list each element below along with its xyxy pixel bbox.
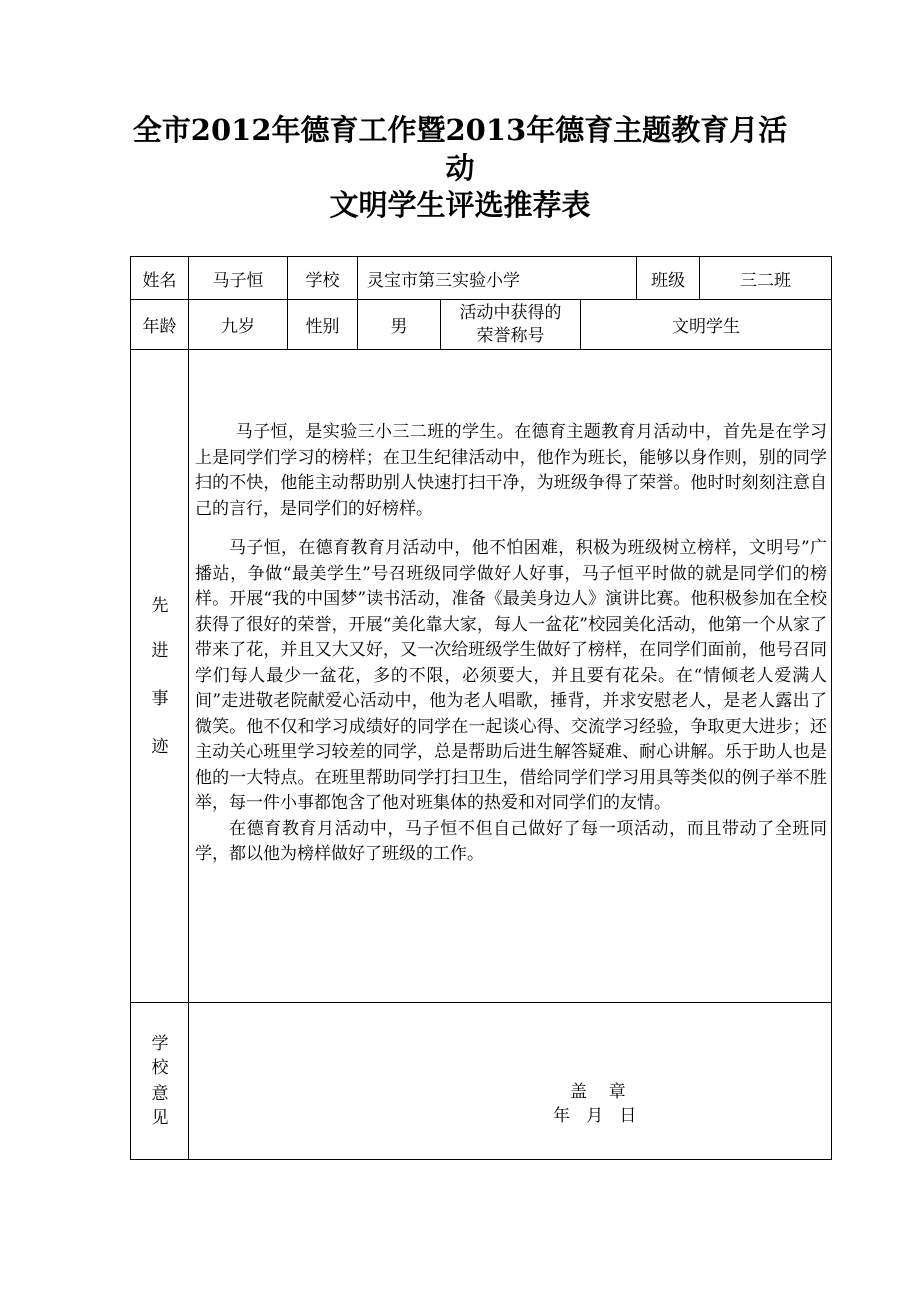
gender-value: 男 <box>390 317 408 337</box>
table-border-bottom <box>130 1159 832 1160</box>
name-label: 姓名 <box>142 270 177 291</box>
class-value: 三二班 <box>740 270 791 291</box>
honor-label-line-2: 荣誉称号 <box>476 325 545 346</box>
date-text: 年 月 日 <box>553 1106 637 1126</box>
deeds-paragraph-3: 在德育教育月活动中，马子恒不但自己做好了每一项活动，而且带动了全班同学，都以他为榜样做好了班级的工作。 <box>195 818 827 864</box>
deeds-paragraph-2: 马子恒，在德育教育月活动中，他不怕困难，积极为班级树立榜样，文明号”广播站，争做“最美学生”号召班级同学做好人好事，马子恒平时做的就是同学们的榜样。开展“我的中国梦”读书活动，准备《最美身边人》演讲比赛。他积极参加在全校获得了很好的荣誉，开展“美化靠大家，每人一盆花”校园美化活动，他第一个从家了带来了花，并且又大又好，又一次给班级学生做好了榜样，在同学们面前，他号召同学们每人最少一盆花，多的不限，必须要大，并且要有花朵。在“情倾老人爱满人间”走进敬老院献爱心活动中，他为老人唱歌，捶背，并求安慰老人，是老人露出了微笑。他不仅和学习成绩好的同学在一起谈心得、交流学习经验，争取更大进步；还主动关心班里学习较差的同学，总是帮助后进生解答疑难、耐心讲解。乐于助人也是他的一大特点。在班里帮助同学打扫卫生，借给同学们学习用具等类似的例子举不胜举，每一件小事都饱含了他对班集体的热爱和对同学们的友情。 <box>195 538 827 813</box>
document-title-line-3: 文明学生评选推荐表 <box>329 188 591 222</box>
honor-label <box>441 300 580 349</box>
honor-value: 文明学生 <box>672 317 740 337</box>
age-label: 年龄 <box>142 317 177 337</box>
document-title-line-2: 动 <box>445 151 475 185</box>
name-value: 马子恒 <box>212 270 264 291</box>
deeds-label-char-2: 进 <box>151 641 169 661</box>
class-label: 班级 <box>651 270 685 291</box>
deeds-label-char-4: 迹 <box>151 737 169 757</box>
opinion-label-char-2: 校 <box>151 1058 169 1078</box>
deeds-label-char-1: 先 <box>151 596 169 616</box>
table-border-right <box>831 256 832 1160</box>
paragraph-gap <box>195 522 827 536</box>
school-label: 学校 <box>305 270 340 291</box>
deeds-label-char-3: 事 <box>151 689 169 709</box>
honor-label-line-1: 活动中获得的 <box>459 302 562 323</box>
document-title-line-1: 全市2012年德育工作暨2013年德育主题教育月活 <box>132 113 788 147</box>
gender-label: 性别 <box>305 317 340 337</box>
age-value: 九岁 <box>221 317 255 337</box>
opinion-label-char-4: 见 <box>151 1108 169 1128</box>
deeds-text <box>195 420 827 868</box>
table-rule-row3 <box>130 1002 832 1003</box>
school-value: 灵宝市第三实验小学 <box>367 270 520 291</box>
table-rule-row2 <box>130 349 832 350</box>
opinion-label-char-3: 意 <box>151 1084 169 1104</box>
seal-text: 盖 章 <box>570 1082 626 1102</box>
opinion-label-char-1: 学 <box>151 1034 169 1054</box>
deeds-paragraph-1: 马子恒，是实验三小三二班的学生。在德育主题教育月活动中，首先是在学习上是同学们学习的榜样；在卫生纪律活动中，他作为班长，能够以身作则，别的同学扫的不快，他能主动帮助别人快速打扫干净，为班级争得了荣誉。他时时刻刻注意自己的言行，是同学们的好榜样。 <box>195 422 827 519</box>
